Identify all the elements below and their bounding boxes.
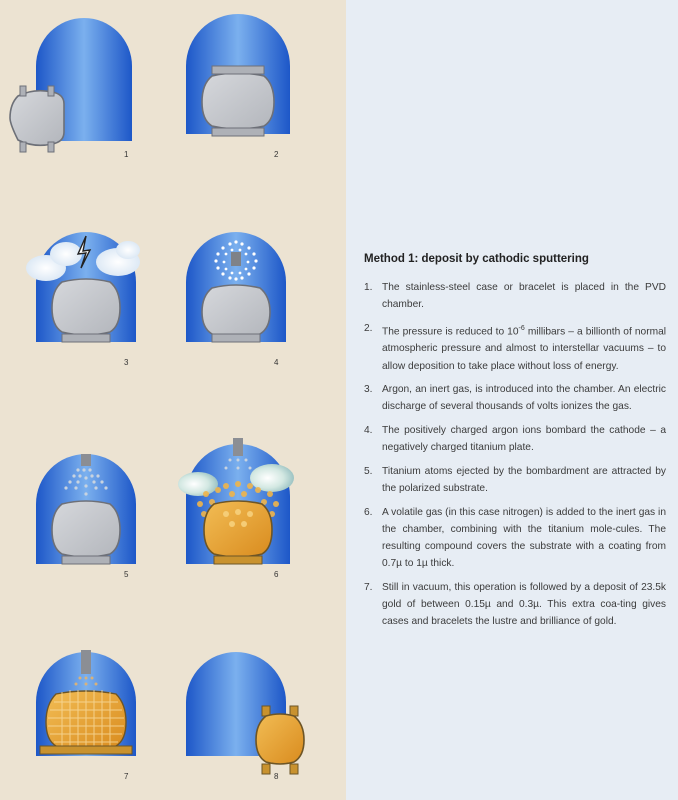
- figure-number: 6: [274, 570, 279, 579]
- figure-3: [36, 232, 186, 382]
- steps-list: [364, 279, 666, 630]
- gold-deposit-illustration: [36, 650, 186, 800]
- figure-5: [36, 454, 186, 604]
- step-text: Argon, an inert gas, is introduced into the chamber. An electric discharge of several thousands of volts ionizes the gas.: [382, 384, 666, 413]
- case-inside-chamber-illustration: [186, 14, 336, 164]
- list-item: [364, 463, 666, 497]
- step-number: 2.: [364, 322, 373, 334]
- step-text: The positively charged argon ions bombard the cathode – a negatively charged titanium plate.: [382, 424, 666, 454]
- figure-number: 3: [124, 358, 129, 367]
- figure-number: 5: [124, 570, 129, 579]
- nitride-coating-illustration: [186, 438, 336, 588]
- list-item: [364, 381, 666, 415]
- figure-number: 8: [274, 772, 279, 781]
- figure-1: [12, 14, 162, 164]
- titanium-ejection-illustration: [36, 454, 186, 604]
- argon-discharge-illustration: [36, 232, 186, 382]
- figure-7: [36, 650, 186, 800]
- method-description: [364, 253, 666, 637]
- figure-4: [186, 232, 336, 382]
- ion-bombardment-illustration: [186, 232, 336, 382]
- step-text-continued: millibars – a billionth of normal atmospheric pressure and almost to interstellar vacuums – to allow deposition to take place without loss of energy.: [382, 326, 667, 372]
- list-item: [364, 422, 666, 456]
- list-item: [364, 504, 666, 573]
- list-item: [364, 579, 666, 631]
- step-number: 7.: [364, 581, 373, 593]
- list-item: [364, 320, 666, 375]
- list-item: [364, 279, 666, 313]
- step-number: 4.: [364, 424, 373, 436]
- step-text: The stainless-steel case or bracelet is placed in the PVD chamber.: [382, 282, 666, 311]
- figure-2: [186, 14, 336, 164]
- step-text: Titanium atoms ejected by the bombardment are attracted by the polarized substrate.: [382, 465, 666, 494]
- step-number: 3.: [364, 384, 373, 396]
- step-text: The pressure is reduced to 10: [382, 326, 519, 338]
- case-outside-chamber-illustration: [12, 14, 162, 164]
- exponent: -6: [518, 324, 525, 332]
- figure-number: 2: [274, 150, 279, 159]
- step-text: Still in vacuum, this operation is followed by a deposit of 23.5k gold of between 0.15µ and 0.3µ. This extra coa-ting gives cases and bracelets the lustre and brilliance of gold.: [382, 581, 666, 628]
- section-heading: Method 1: deposit by cathodic sputtering: [364, 253, 589, 265]
- step-text: A volatile gas (in this case nitrogen) is added to the inert gas in the chamber, combining with the titanium mole-cules. The resulting compound covers the substrate with a coating from 0.7µ to 1µ thick.: [382, 506, 666, 570]
- step-number: 1.: [364, 282, 373, 293]
- figure-6: [186, 438, 336, 588]
- finished-gold-case-illustration: [186, 650, 336, 800]
- step-number: 6.: [364, 506, 373, 518]
- figure-8: [186, 650, 336, 800]
- figure-number: 1: [124, 150, 129, 159]
- figure-number: 4: [274, 358, 279, 367]
- figure-number: 7: [124, 772, 129, 781]
- step-number: 5.: [364, 465, 373, 477]
